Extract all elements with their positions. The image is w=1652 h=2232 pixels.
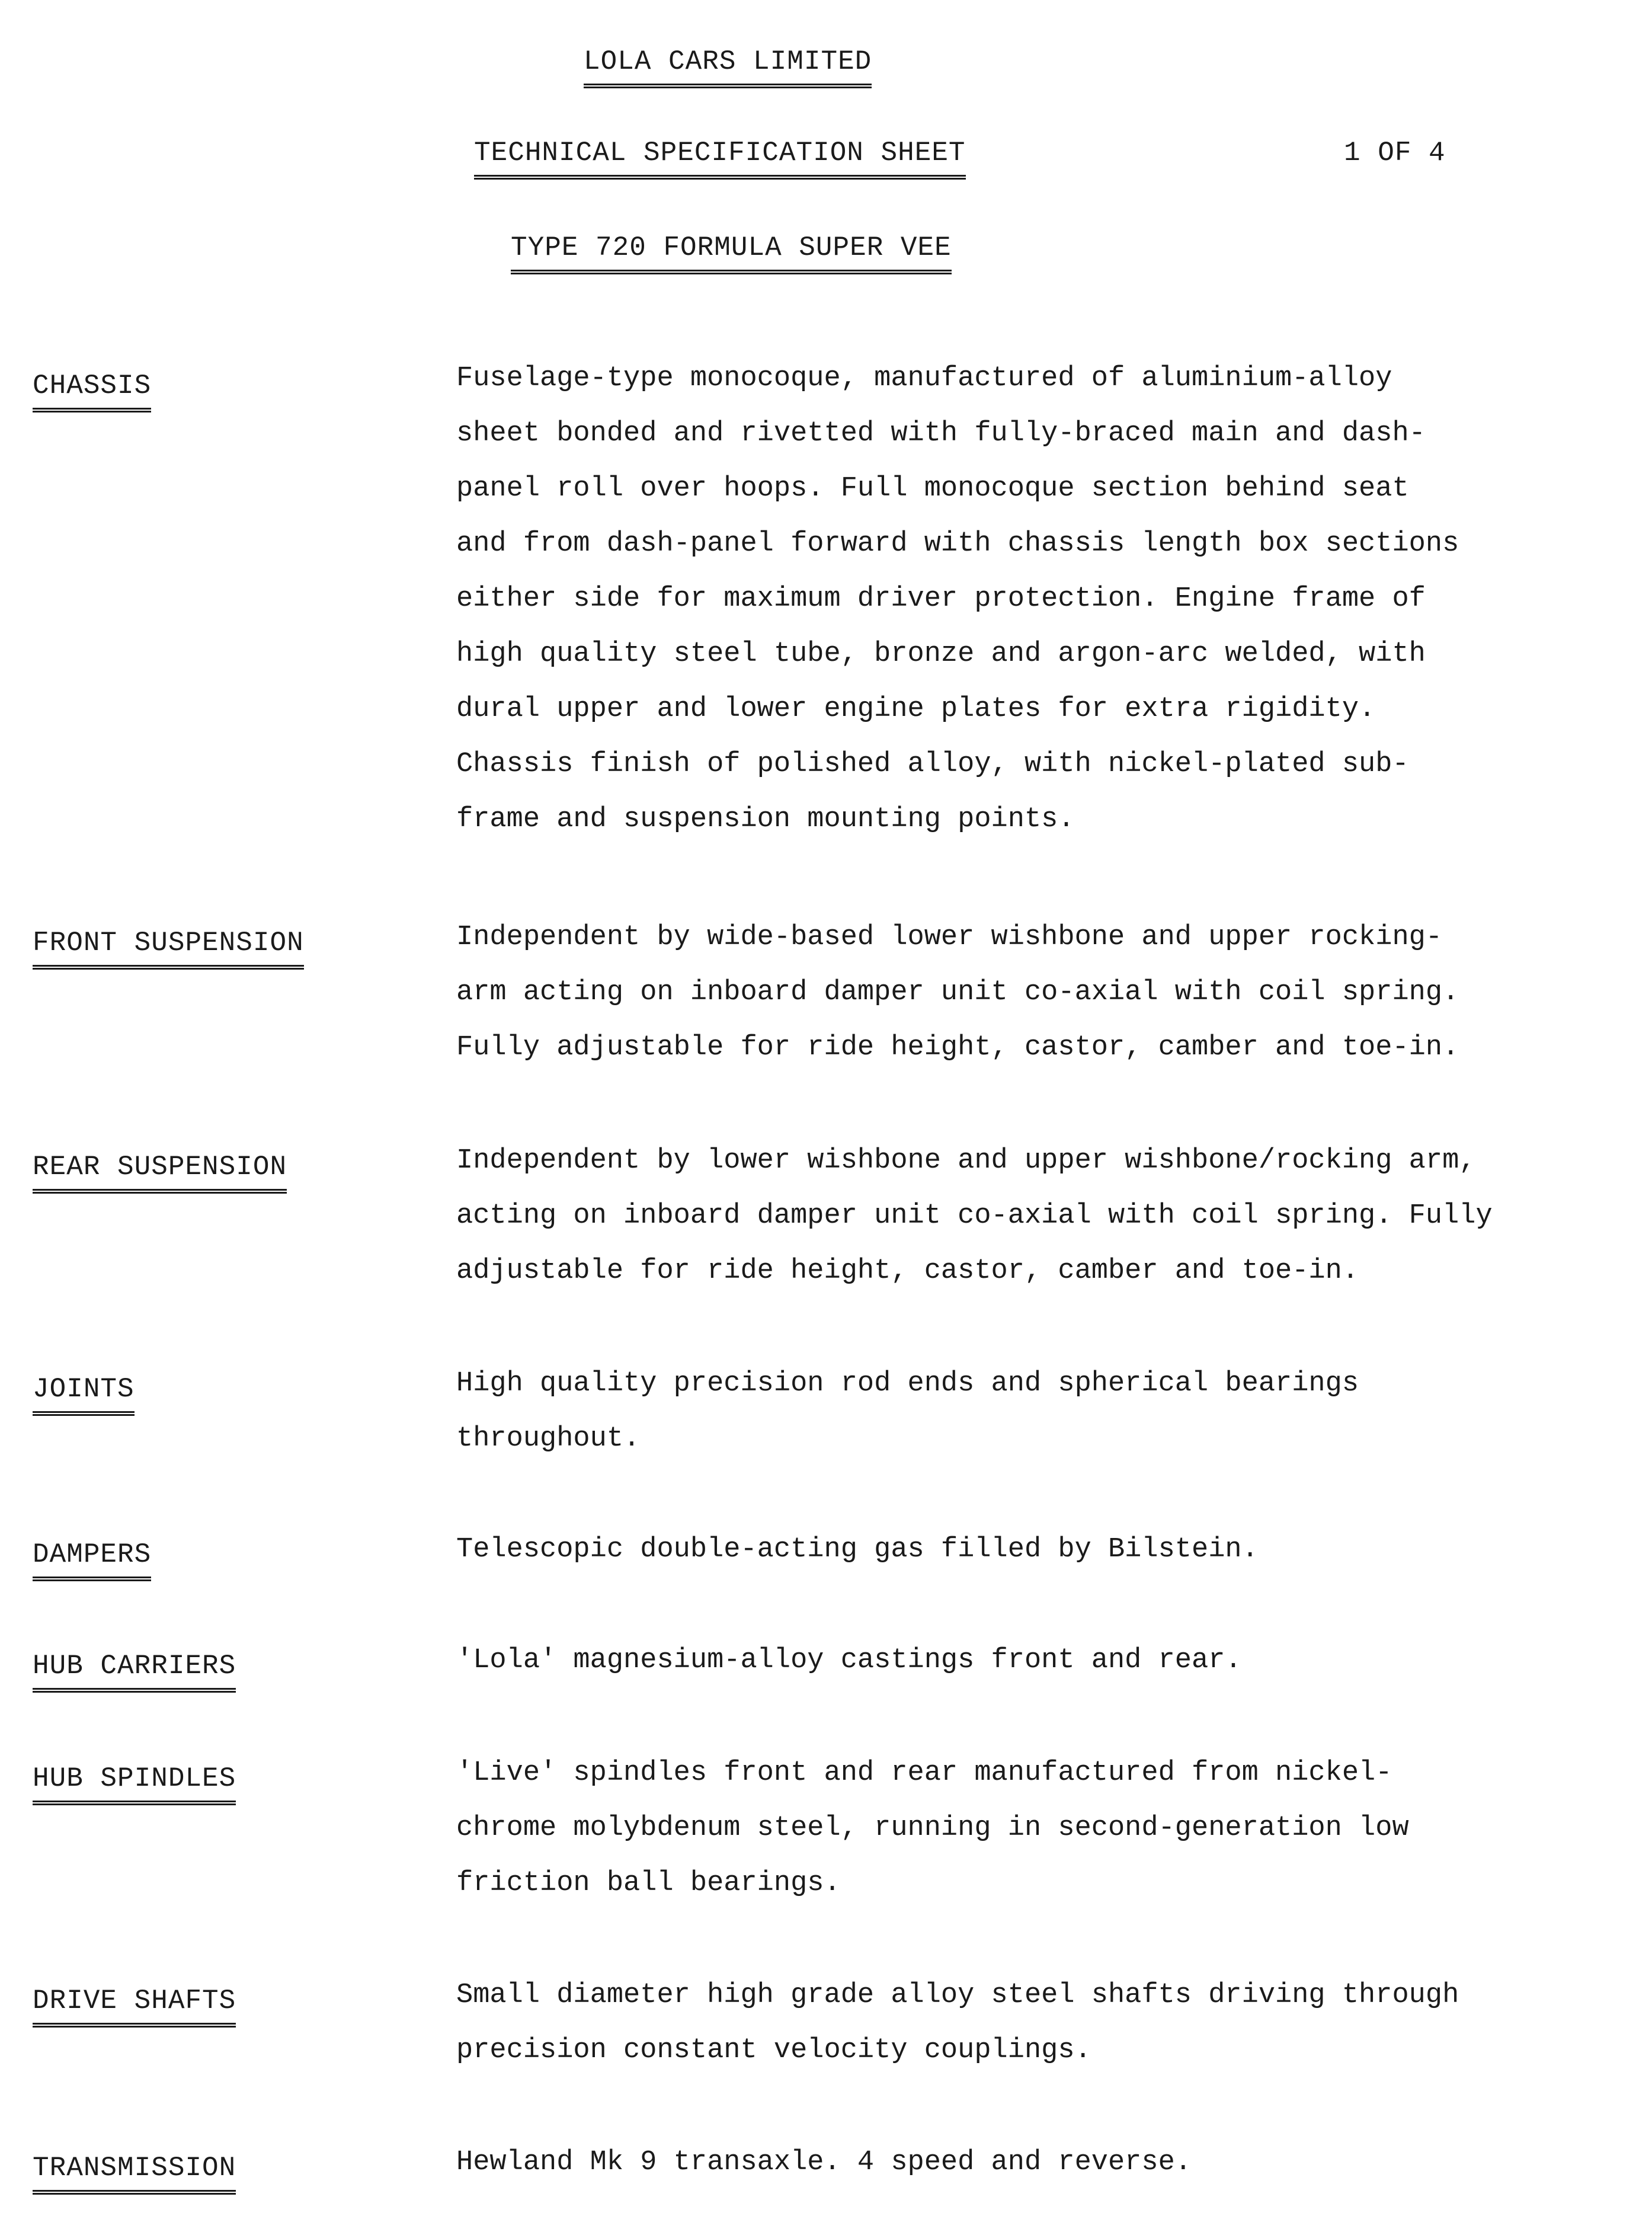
model-title: TYPE 720 FORMULA SUPER VEE (511, 232, 952, 274)
spec-text-drive-shafts: Small diameter high grade alloy steel shafts driving through precision constant velocity couplings. (456, 1980, 1459, 2066)
spec-label-hub-spindles: HUB SPINDLES (33, 1763, 236, 1805)
company-name: LOLA CARS LIMITED (584, 46, 872, 88)
spec-text-joints: High quality precision rod ends and spherical bearings throughout. (456, 1368, 1359, 1454)
spec-text-hub-carriers: 'Lola' magnesium-alloy castings front and rear. (456, 1645, 1242, 1676)
spec-label-joints: JOINTS (33, 1374, 135, 1416)
spec-text-front-suspension: Independent by wide-based lower wishbone and upper rocking- arm acting on inboard damper unit co-axial with coil spring. Fully adjustable for ride height, castor, camber and toe-in. (456, 922, 1459, 1063)
sheet-title: TECHNICAL SPECIFICATION SHEET (474, 137, 966, 180)
spec-text-transmission: Hewland Mk 9 transaxle. 4 speed and reverse. (456, 2147, 1192, 2178)
spec-text-rear-suspension: Independent by lower wishbone and upper wishbone/rocking arm, acting on inboard damper unit co-axial with coil spring. Fully adjustable for ride height, castor, camber and toe-in. (456, 1145, 1493, 1287)
spec-text-chassis: Fuselage-type monocoque, manufactured of aluminium-alloy sheet bonded and rivetted with fully-braced main and dash- panel roll over hoops. Full monocoque section behind seat and from dash-panel forward with chassis length box sections either side for maximum driver protection. Engine frame of high quality steel tube, bronze and argon-arc welded, with dural upper and lower engine plates for extra rigidity. Chassis finish of polished alloy, with nickel-plated sub- frame and suspension mounting points. (456, 363, 1459, 835)
spec-label-transmission: TRANSMISSION (33, 2153, 236, 2195)
spec-label-drive-shafts: DRIVE SHAFTS (33, 1985, 236, 2028)
spec-label-rear-suspension: REAR SUSPENSION (33, 1152, 287, 1194)
spec-label-hub-carriers: HUB CARRIERS (33, 1651, 236, 1693)
spec-text-hub-spindles: 'Live' spindles front and rear manufactured from nickel- chrome molybdenum steel, running in second-generation low friction ball bearings. (456, 1757, 1409, 1899)
spec-label-dampers: DAMPERS (33, 1539, 151, 1581)
spec-label-chassis: CHASSIS (33, 370, 151, 412)
spec-label-front-suspension: FRONT SUSPENSION (33, 928, 304, 970)
spec-text-dampers: Telescopic double-acting gas filled by Bilstein. (456, 1534, 1259, 1565)
page-indicator: 1 OF 4 (1344, 137, 1446, 168)
